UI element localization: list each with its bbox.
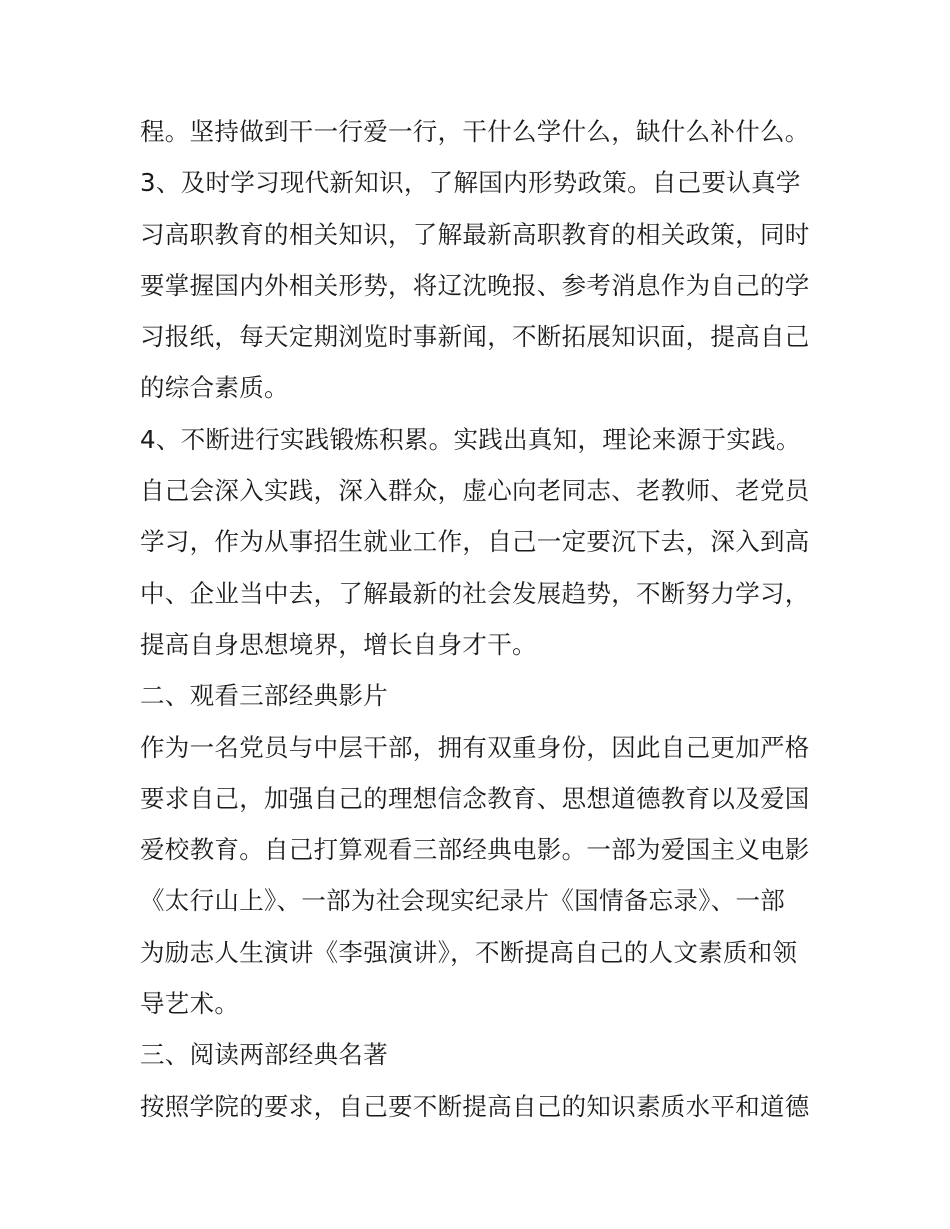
text-line: 3、及时学习现代新知识，了解国内形势政策。自己要认真学	[140, 168, 801, 198]
text-line: 的综合素质。	[140, 373, 289, 403]
text-line: 导艺术。	[140, 989, 240, 1019]
section-heading: 二、观看三部经典影片	[140, 681, 388, 711]
text-line: 要掌握国内外相关形势，将辽沈晚报、参考消息作为自己的学	[140, 270, 810, 300]
text-line: 要求自己，加强自己的理想信念教育、思想道德教育以及爱国	[140, 783, 810, 813]
text-line: 按照学院的要求，自己要不断提高自己的知识素质水平和道德	[140, 1091, 810, 1121]
text-line: 为励志人生演讲《李强演讲》，不断提高自己的人文素质和领	[140, 937, 798, 967]
text-line: 中、企业当中去，了解最新的社会发展趋势，不断努力学习，	[140, 578, 810, 608]
text-line: 4、不断进行实践锻炼积累。实践出真知，理论来源于实践。	[140, 424, 801, 454]
text-line: 程。坚持做到干一行爱一行，干什么学什么，缺什么补什么。	[140, 117, 810, 146]
section-heading: 三、阅读两部经典名著	[140, 1040, 388, 1070]
text-line: 学习，作为从事招生就业工作，自己一定要沉下去，深入到高	[140, 527, 810, 557]
text-line: 《太行山上》、一部为社会现实纪录片《国情备忘录》、一部	[140, 886, 786, 916]
text-line: 习高职教育的相关知识，了解最新高职教育的相关政策，同时	[140, 219, 810, 249]
text-line: 自己会深入实践，深入群众，虚心向老同志、老教师、老党员	[140, 476, 810, 506]
text-line: 作为一名党员与中层干部，拥有双重身份，因此自己更加严格	[140, 732, 810, 762]
text-line: 习报纸，每天定期浏览时事新闻，不断拓展知识面，提高自己	[140, 322, 810, 352]
document-body	[140, 106, 830, 1132]
text-line: 提高自身思想境界，增长自身才干。	[140, 629, 537, 659]
text-line: 爱校教育。自己打算观看三部经典电影。一部为爱国主义电影	[140, 835, 810, 865]
